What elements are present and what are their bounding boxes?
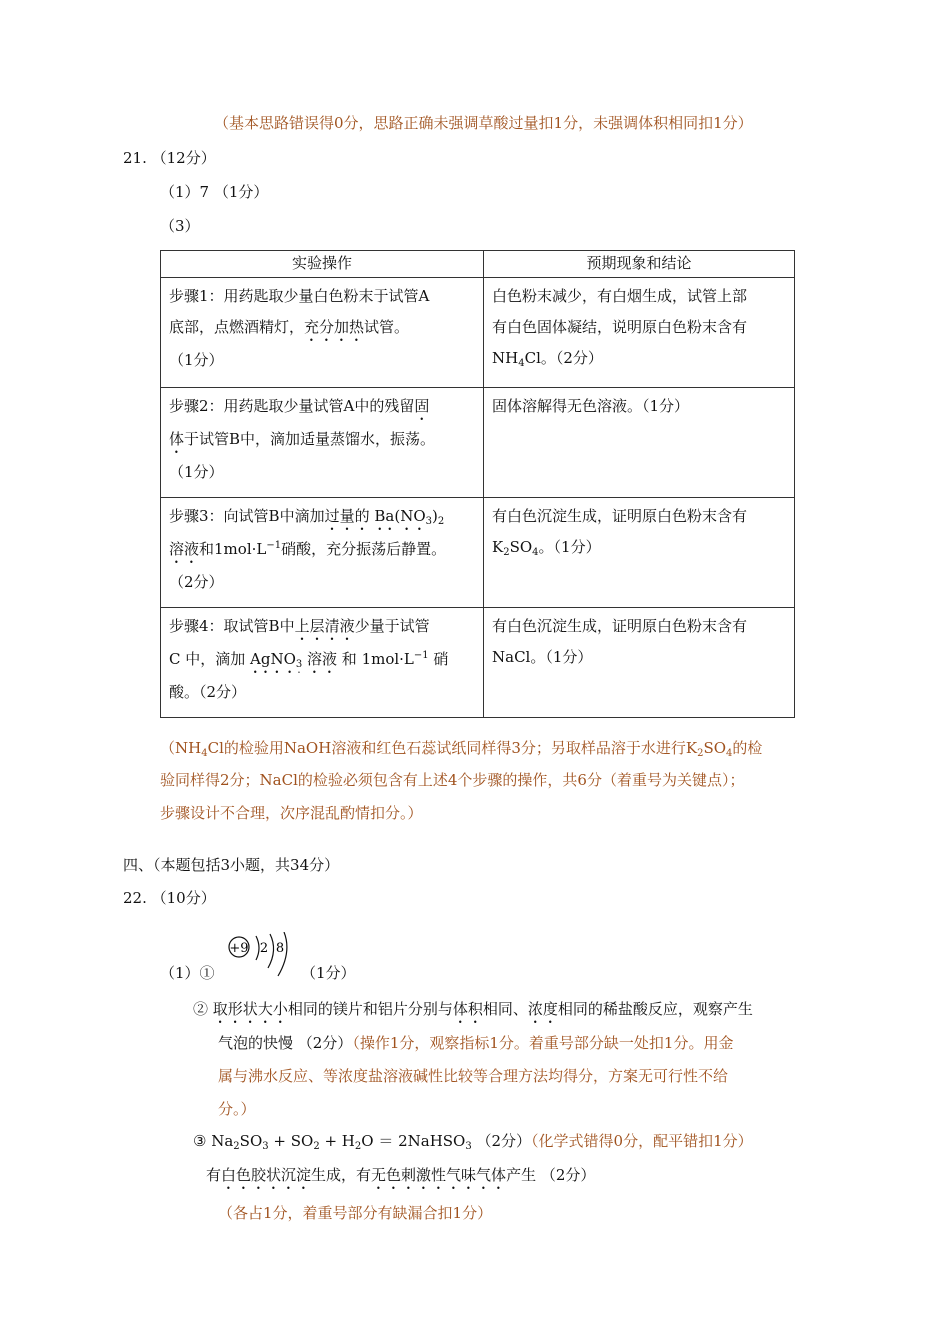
formula-agno3: AgNO xyxy=(250,650,296,668)
score: （2分） xyxy=(471,1132,532,1150)
subscript: 2 xyxy=(503,547,510,558)
q22-part2-line2 xyxy=(218,1033,733,1053)
q22-part3-phenomenon xyxy=(206,1165,595,1193)
text: 相同的镁片和铝片分别与 xyxy=(287,1000,453,1018)
step4-score: 酸。（2分） xyxy=(169,683,247,701)
q22-part2-line1 xyxy=(193,999,753,1027)
step1-result-b: 有白色固体凝结，说明原白色粉末含有 xyxy=(492,318,748,336)
q21-part3: （3） xyxy=(160,217,200,235)
q21-part1: （1）7 （1分） xyxy=(160,183,269,201)
step4-text-d: 和 1mol·L xyxy=(337,650,414,668)
experiment-table xyxy=(160,250,795,718)
question-22-header: 22. （10分） xyxy=(123,889,216,907)
table-row xyxy=(161,388,795,498)
nucleus-charge: +9 xyxy=(229,941,249,956)
grading-note-mid-1 xyxy=(160,738,762,758)
step3-text-a: 步骤3：向试管B中滴加 xyxy=(169,507,325,525)
step4-text-b: 少量于试管 xyxy=(354,617,430,635)
step3-key-b: 溶液 xyxy=(169,540,200,558)
subscript: 3 xyxy=(295,659,303,670)
subscript: 2 xyxy=(354,1141,362,1152)
shell2-electrons: 8 xyxy=(275,941,285,956)
step1-key: 充分加热 xyxy=(304,318,365,336)
text: 相同的稀盐酸反应，观察产生 xyxy=(557,1000,753,1018)
header-operation: 实验操作 xyxy=(161,251,484,278)
grading-note-mid-2: 验同样得2分；NaCl的检验必须包含有上述4个步骤的操作，共6分（着重号为关键点）； xyxy=(160,771,745,789)
subscript: 2 xyxy=(233,1141,240,1152)
q22-part3-note: （各占1分，着重号部分有缺漏合扣1分） xyxy=(218,1204,493,1222)
step1-operation xyxy=(161,278,484,388)
superscript: −1 xyxy=(266,540,282,551)
step2-text-a: 步骤2：用药匙取少量试管A中的残留 xyxy=(169,397,415,415)
key: 白色胶状沉淀 xyxy=(221,1166,312,1184)
q22-part2-line3: 属与沸水反应、等浓度盐溶液碱性比较等合理方法均得分，方案无可行性不给 xyxy=(218,1067,729,1085)
subscript: 2 xyxy=(313,1141,320,1152)
step4-text-a: 步骤4：取试管B中 xyxy=(169,617,295,635)
subscript: 4 xyxy=(726,748,733,759)
table-row xyxy=(161,278,795,388)
subscript: 4 xyxy=(518,358,525,369)
subscript: 4 xyxy=(201,748,208,759)
key: 体积 xyxy=(452,1000,483,1018)
step4-key-b: 溶液 xyxy=(302,650,338,668)
step2-key-a: 固 xyxy=(414,397,430,415)
step3-score: （2分） xyxy=(169,573,224,591)
fluorine-atom-structure-diagram xyxy=(222,932,302,980)
q22-part3-equation xyxy=(193,1131,753,1151)
step3-key-a: 过量的 xyxy=(324,507,370,525)
step2-text-b: 于试管B中，滴加适量蒸馏水，振荡。 xyxy=(184,430,436,448)
step1-text-a: 步骤1：用药匙取少量白色粉末于试管A xyxy=(169,287,430,305)
step2-score: （1分） xyxy=(169,463,224,481)
step3-result xyxy=(484,498,795,608)
q22-part1: （1）① xyxy=(160,964,215,982)
step4-result-a: 有白色沉淀生成，证明原白色粉末含有 xyxy=(492,617,748,635)
formula-nh4cl: NH xyxy=(492,349,519,367)
eq: ③ Na xyxy=(193,1132,234,1150)
step2-key-b: 体 xyxy=(169,430,185,448)
step4-key-a: 上层清液 xyxy=(294,617,355,635)
step1-result xyxy=(484,278,795,388)
key: 无色刺激性气味气体 xyxy=(371,1166,507,1184)
step2-operation xyxy=(161,388,484,498)
grading-note-mid-3: 步骤设计不合理，次序混乱酌情扣分。） xyxy=(160,804,423,822)
step3-result-a: 有白色沉淀生成，证明原白色粉末含有 xyxy=(492,507,748,525)
note-text: Cl的检验用NaOH溶液和红色石蕊试纸同样得3分；另取样品溶于水进行K xyxy=(207,739,698,757)
circle-two: ② xyxy=(193,1000,213,1018)
eq: O ＝ 2NaHSO xyxy=(361,1132,466,1150)
note-text: （NH xyxy=(160,739,202,757)
table-row xyxy=(161,498,795,608)
key: 取 xyxy=(212,1000,228,1018)
electron-shell-1 xyxy=(256,936,259,960)
text: 有 xyxy=(206,1166,222,1184)
step1-result-a: 白色粉末减少，有白烟生成，试管上部 xyxy=(492,287,748,305)
step1-text-c: 试管。 xyxy=(364,318,410,336)
text: 气泡的快慢 （2分） xyxy=(218,1034,353,1052)
step1-text-b: 底部，点燃酒精灯， xyxy=(169,318,305,336)
text: 产生 （2分） xyxy=(506,1166,596,1184)
step4-result xyxy=(484,608,795,718)
subscript: 4 xyxy=(532,547,539,558)
q22-part1-score: （1分） xyxy=(301,964,356,982)
subscript: 2 xyxy=(697,748,704,759)
text: 生成，有 xyxy=(311,1166,372,1184)
step1-result-c: Cl。（2分） xyxy=(524,349,603,367)
shell1-electrons: 2 xyxy=(259,941,269,956)
step4-operation xyxy=(161,608,484,718)
subscript: 3 xyxy=(262,1141,269,1152)
step3-text-c: 硝酸，充分振荡后静置。 xyxy=(281,540,447,558)
step4-text-e: 硝 xyxy=(428,650,449,668)
eq: + SO xyxy=(268,1132,314,1150)
note-text: 的检 xyxy=(732,739,763,757)
key: 形状 xyxy=(227,1000,258,1018)
grading-note: （操作1分，观察指标1分。着重号部分缺一处扣1分。用金 xyxy=(352,1034,734,1052)
step3-result-b: 。（1分） xyxy=(538,538,601,556)
formula-k2so4: K xyxy=(492,538,504,556)
step4-text-c: C 中，滴加 xyxy=(169,650,251,668)
step3-text-b: 和1mol·L xyxy=(199,540,267,558)
eq: + H xyxy=(319,1132,355,1150)
step3-operation xyxy=(161,498,484,608)
step2-result xyxy=(484,388,795,498)
step2-result-text: 固体溶解得无色溶液。（1分） xyxy=(492,397,690,415)
question-21-header: 21. （12分） xyxy=(123,149,216,167)
key: 浓度 xyxy=(527,1000,558,1018)
formula-bano3: Ba(NO xyxy=(374,507,426,525)
formula-so: SO xyxy=(509,538,533,556)
grading-note-top: （基本思路错误得0分，思路正确未强调草酸过量扣1分，未强调体积相同扣1分） xyxy=(214,114,753,132)
text: 相同、 xyxy=(482,1000,528,1018)
table-header-row xyxy=(161,251,795,278)
table-row xyxy=(161,608,795,718)
grading-note: （化学式错得0分，配平错扣1分） xyxy=(531,1132,753,1150)
note-text: SO xyxy=(703,739,727,757)
electron-shell-2 xyxy=(268,934,274,968)
header-result: 预期现象和结论 xyxy=(484,251,795,278)
subscript: 3 xyxy=(465,1141,472,1152)
subscript: 2 xyxy=(437,516,445,527)
eq: SO xyxy=(239,1132,263,1150)
step4-result-b: NaCl。（1分） xyxy=(492,648,593,666)
paren: ) xyxy=(432,507,438,525)
superscript: −1 xyxy=(413,650,429,661)
step1-score: （1分） xyxy=(169,351,224,369)
section-four-header: 四、（本题包括3小题，共34分） xyxy=(123,856,340,874)
subscript: 3 xyxy=(425,516,432,527)
key: 大小 xyxy=(257,1000,288,1018)
q22-part2-line4: 分。） xyxy=(218,1100,256,1118)
